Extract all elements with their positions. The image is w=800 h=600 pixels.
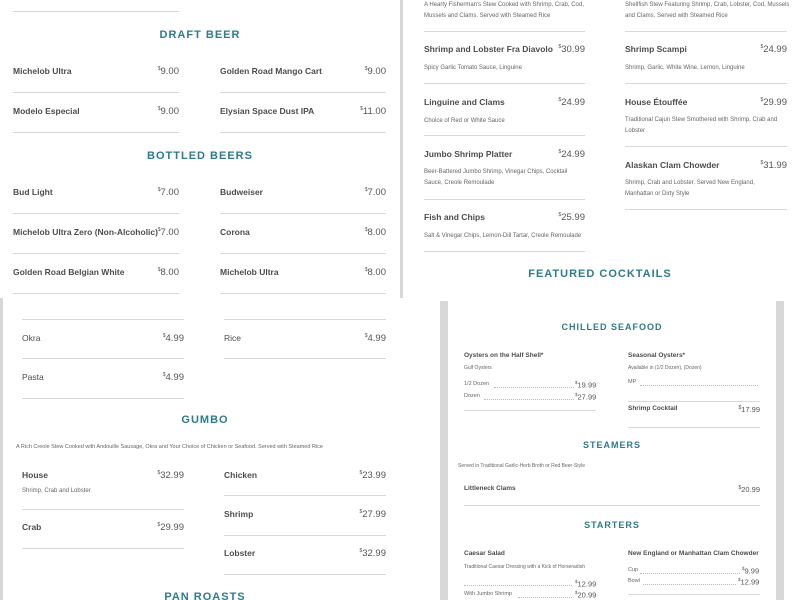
item-price: $29.99 bbox=[760, 97, 787, 108]
item-desc: Shrimp, Garlic, White Wine, Lemon, Linguine bbox=[625, 65, 745, 71]
item-name: Okra bbox=[22, 333, 41, 343]
section-title-steamers: STEAMERS bbox=[582, 440, 641, 450]
menu-item bbox=[625, 44, 787, 74]
item-desc: Choice of Red or White Sauce bbox=[424, 118, 505, 124]
item-name: Seasonal Oysters* bbox=[628, 352, 686, 359]
item-price: $9.00 bbox=[364, 66, 386, 77]
menu-item bbox=[13, 267, 179, 279]
menu-item bbox=[220, 227, 386, 239]
item-name: Michelob Ultra Zero (Non-Alcoholic) bbox=[13, 227, 158, 237]
divider bbox=[424, 31, 585, 32]
menu-item bbox=[224, 548, 386, 560]
divider bbox=[13, 293, 179, 294]
divider bbox=[224, 319, 386, 320]
menu-item bbox=[220, 267, 386, 279]
menu-item bbox=[424, 44, 585, 74]
dot-leader bbox=[518, 597, 572, 598]
item-price: $27.99 bbox=[359, 509, 386, 520]
item-name: Michelob Ultra bbox=[220, 267, 279, 277]
divider bbox=[628, 427, 760, 428]
item-desc: Traditional Caesar Dressing with a Kick of Horseradish bbox=[464, 564, 585, 570]
item-name: Corona bbox=[220, 227, 250, 237]
option-price: $19.99 bbox=[575, 380, 597, 390]
menu-item bbox=[13, 106, 179, 118]
item-price: $23.99 bbox=[359, 470, 386, 481]
item-name: Alaskan Clam Chowder bbox=[625, 160, 720, 170]
option-price: $12.99 bbox=[575, 579, 597, 589]
menu-item bbox=[424, 212, 585, 242]
divider bbox=[220, 213, 386, 214]
item-name: Pasta bbox=[22, 372, 44, 382]
item-name: Lobster bbox=[224, 548, 256, 558]
item-name: Shrimp and Lobster Fra Diavolo bbox=[424, 44, 553, 54]
item-price: $29.99 bbox=[157, 522, 184, 533]
divider bbox=[220, 253, 386, 254]
divider bbox=[22, 548, 184, 549]
item-price: $8.00 bbox=[157, 267, 179, 278]
item-name: Golden Road Belgian White bbox=[13, 267, 125, 277]
item-price: $11.00 bbox=[360, 106, 386, 117]
menu-item bbox=[224, 470, 386, 482]
menu-item bbox=[628, 405, 760, 417]
dot-leader bbox=[484, 399, 574, 400]
option-price: $9.99 bbox=[742, 566, 760, 576]
item-name: Budweiser bbox=[220, 187, 263, 197]
menu-item bbox=[22, 372, 184, 384]
item-name: Fish and Chips bbox=[424, 212, 485, 222]
divider bbox=[22, 319, 184, 320]
item-price: $7.00 bbox=[364, 187, 386, 198]
item-name: New England or Manhattan Clam Chowder bbox=[628, 550, 759, 557]
frame-border-left bbox=[440, 301, 448, 600]
section-title-pan-roasts: PAN ROASTS bbox=[164, 591, 246, 600]
menu-item-desc: Shellfish Stew Featuring Shrimp, Crab, Lobster, Cod, Mussels and Clams. Served with Steamed Rice bbox=[625, 2, 790, 19]
item-price: $20.99 bbox=[738, 485, 760, 494]
item-name: Caesar Salad bbox=[464, 550, 505, 557]
item-name: Oysters on the Half Shell* bbox=[464, 352, 544, 359]
item-price: $4.99 bbox=[162, 372, 184, 383]
item-price: $7.00 bbox=[157, 227, 179, 238]
option-label: Bowl bbox=[628, 578, 640, 584]
divider bbox=[424, 199, 585, 200]
menu-item-desc: A Hearty Fisherman's Stew Cooked with Shrimp, Crab, Cod, Mussels and Clams. Served with Steamed Rice bbox=[424, 2, 584, 19]
menu-panel-starters bbox=[440, 298, 800, 600]
section-title-gumbo: GUMBO bbox=[181, 414, 229, 426]
item-price: $8.00 bbox=[364, 227, 386, 238]
item-price: $4.99 bbox=[162, 333, 184, 344]
item-desc: Available in (1/2 Dozen), (Dozen) bbox=[628, 365, 702, 371]
divider bbox=[424, 251, 585, 252]
item-price: $25.99 bbox=[558, 212, 585, 223]
item-name: Modelo Especial bbox=[13, 106, 80, 116]
section-desc: A Rich Creole Stew Cooked with Andouille Sausage, Okra and Your Choice of Chicken or Seafood. Served with Steamed Rice bbox=[16, 444, 323, 450]
menu-item bbox=[224, 333, 386, 345]
item-price: $31.99 bbox=[760, 160, 787, 171]
item-desc: Traditional Cajun Stew Smothered with Shrimp, Crab and Lobster bbox=[625, 117, 778, 134]
option-label: 1/2 Dozen bbox=[464, 381, 490, 387]
item-price: $4.99 bbox=[364, 333, 386, 344]
item-desc: Gulf Oysters bbox=[464, 365, 492, 371]
option-label: With Jumbo Shrimp bbox=[464, 591, 512, 597]
item-price: $32.99 bbox=[157, 470, 184, 481]
item-name: Elysian Space Dust IPA bbox=[220, 106, 315, 116]
menu-panel-entrees bbox=[400, 0, 800, 298]
item-price: $30.99 bbox=[558, 44, 585, 55]
item-name: Shrimp bbox=[224, 509, 254, 519]
divider bbox=[22, 398, 184, 399]
item-price: $24.99 bbox=[558, 97, 585, 108]
divider bbox=[224, 358, 386, 359]
menu-item bbox=[13, 66, 179, 78]
dot-leader bbox=[464, 585, 572, 586]
item-price: $24.99 bbox=[558, 149, 585, 160]
divider bbox=[464, 505, 760, 506]
item-name: Chicken bbox=[224, 470, 258, 480]
frame-border bbox=[0, 298, 3, 600]
menu-item bbox=[424, 149, 585, 191]
divider bbox=[224, 574, 386, 575]
dot-leader bbox=[640, 385, 758, 386]
dot-leader bbox=[494, 387, 574, 388]
menu-item bbox=[220, 66, 386, 78]
divider bbox=[13, 11, 179, 12]
item-price: $7.00 bbox=[157, 187, 179, 198]
item-price: $17.99 bbox=[738, 405, 760, 414]
menu-item-clam-chowder bbox=[628, 550, 760, 562]
section-title-starters: STARTERS bbox=[584, 520, 640, 530]
menu-item bbox=[464, 485, 760, 497]
divider bbox=[625, 146, 787, 147]
item-desc: Beer-Battered Jumbo Shrimp, Vinegar Chips, Cocktail Sauce, Creole Remoulade bbox=[424, 169, 568, 186]
menu-item bbox=[13, 227, 179, 239]
divider bbox=[220, 132, 386, 133]
item-name: Rice bbox=[224, 333, 242, 343]
divider bbox=[625, 31, 787, 32]
frame-border-right bbox=[776, 301, 784, 600]
menu-panel-gumbo bbox=[0, 298, 440, 600]
item-name: Jumbo Shrimp Platter bbox=[424, 149, 513, 159]
divider bbox=[464, 410, 596, 411]
divider bbox=[424, 135, 585, 136]
option-price: $20.99 bbox=[575, 590, 597, 600]
menu-item bbox=[13, 187, 179, 199]
divider bbox=[22, 509, 184, 510]
menu-panel-beers bbox=[0, 0, 400, 300]
item-name: Shrimp Scampi bbox=[625, 44, 687, 54]
item-name: Shrimp Cocktail bbox=[628, 405, 678, 412]
item-desc: Shrimp, Crab and Lobster. Served New England, Manhattan or Dirty Style bbox=[625, 180, 755, 197]
menu-item-seasonal-oysters bbox=[628, 352, 760, 388]
menu-item-caesar-salad bbox=[464, 550, 596, 574]
divider bbox=[220, 92, 386, 93]
section-title-bottled-beers: BOTTLED BEERS bbox=[147, 150, 253, 162]
divider bbox=[220, 293, 386, 294]
divider bbox=[424, 83, 585, 84]
menu-item bbox=[22, 522, 184, 534]
item-name: Linguine and Clams bbox=[424, 97, 505, 107]
item-price: $24.99 bbox=[760, 44, 787, 55]
divider bbox=[13, 92, 179, 93]
item-desc: Shrimp, Crab and Lobster bbox=[22, 488, 91, 494]
divider bbox=[13, 253, 179, 254]
option-price: $12.99 bbox=[738, 577, 760, 587]
frame-border bbox=[400, 0, 403, 298]
menu-item bbox=[625, 97, 787, 139]
divider bbox=[22, 358, 184, 359]
divider bbox=[224, 535, 386, 536]
menu-item bbox=[220, 187, 386, 199]
menu-item bbox=[22, 470, 184, 500]
section-title-chilled-seafood: CHILLED SEAFOOD bbox=[561, 322, 663, 332]
market-price: MP bbox=[628, 379, 637, 385]
item-price: $8.00 bbox=[364, 267, 386, 278]
menu-item bbox=[220, 106, 386, 118]
menu-item bbox=[224, 509, 386, 521]
section-title-draft-beer: DRAFT BEER bbox=[159, 29, 241, 41]
item-name: Bud Light bbox=[13, 187, 53, 197]
item-desc: Salt & Vinegar Chips, Lemon-Dill Tartar, Creole Remoulade bbox=[424, 233, 582, 239]
divider bbox=[625, 209, 787, 210]
item-name: Michelob Ultra bbox=[13, 66, 72, 76]
menu-item bbox=[424, 97, 585, 127]
dot-leader bbox=[643, 584, 736, 585]
option-label: Cup bbox=[628, 567, 639, 573]
divider bbox=[625, 83, 787, 84]
divider bbox=[13, 213, 179, 214]
option-price: $27.99 bbox=[575, 392, 597, 402]
item-price: $9.00 bbox=[157, 106, 179, 117]
item-name: House Étouffée bbox=[625, 97, 688, 107]
section-desc: Served in Traditional Garlic-Herb Broth or Red Beer-Style bbox=[458, 463, 585, 469]
item-desc: Spicy Garlic Tomato Sauce, Linguine bbox=[424, 65, 522, 71]
item-name: Crab bbox=[22, 522, 42, 532]
item-name: Littleneck Clams bbox=[464, 485, 516, 492]
divider bbox=[224, 495, 386, 496]
option-label: Dozen bbox=[464, 393, 480, 399]
dot-leader bbox=[640, 573, 740, 574]
section-title-featured-cocktails: FEATURED COCKTAILS bbox=[528, 268, 672, 280]
divider bbox=[628, 594, 760, 595]
item-price: $9.00 bbox=[157, 66, 179, 77]
item-price: $32.99 bbox=[359, 548, 386, 559]
divider bbox=[13, 132, 179, 133]
divider bbox=[628, 401, 760, 402]
menu-item bbox=[22, 333, 184, 345]
item-name: Golden Road Mango Cart bbox=[220, 66, 322, 76]
menu-item bbox=[625, 160, 787, 202]
item-name: House bbox=[22, 470, 48, 480]
